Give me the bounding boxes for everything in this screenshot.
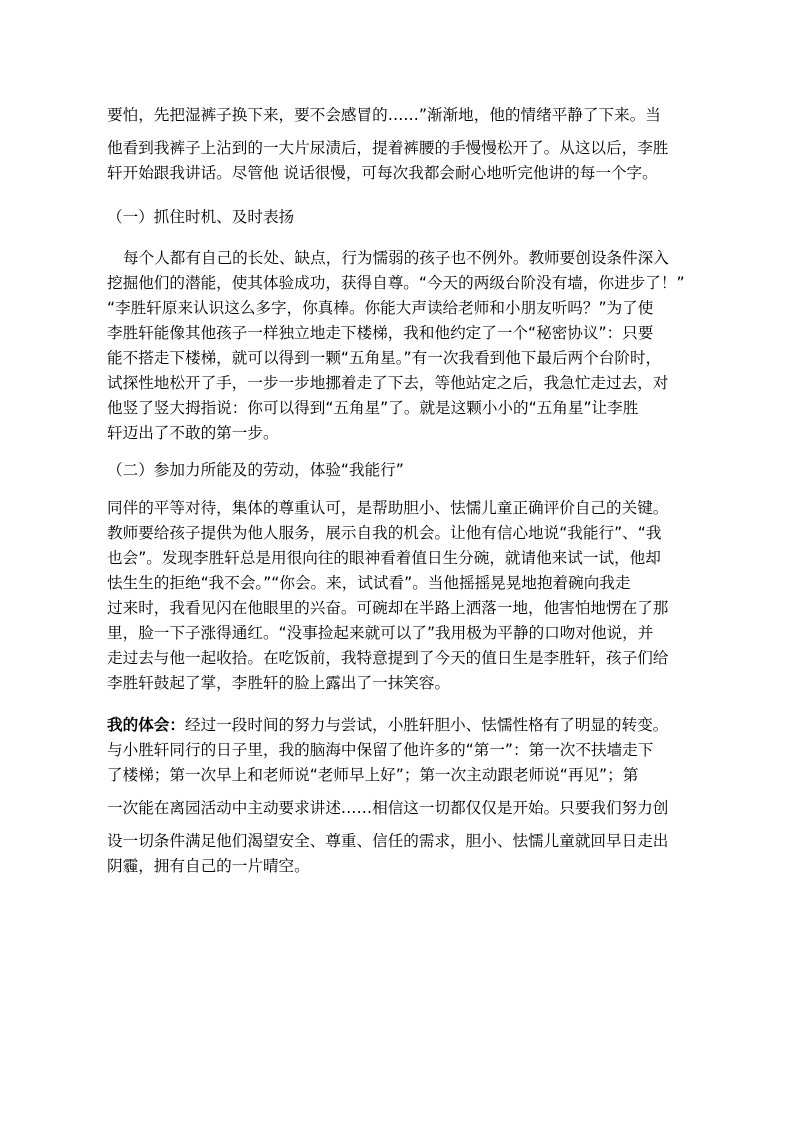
- summary-label: 我的体会：: [107, 716, 185, 734]
- text-line: 过来时，我看见闪在他眼里的兴奋。可碗却在半路上洒落一地，他害怕地愣在了那: [107, 599, 669, 617]
- text-line: 与小胜轩同行的日子里，我的脑海中保留了他许多的“第一”：第一次不扶墙走下: [107, 741, 654, 759]
- text-line: 设一切条件满足他们渴望安全、尊重、信任的需求，胆小、怯懦儿童就回早日走出: [107, 832, 669, 850]
- summary-line: [107, 716, 668, 734]
- text-line: 他看到我裤子上沾到的一大片尿渍后，提着裤腰的手慢慢松开了。从这以后，李胜: [107, 139, 669, 157]
- text-line: 里，脸一下子涨得通红。“没事捡起来就可以了”我用极为平静的口吻对他说，并: [107, 624, 654, 642]
- text-line: 挖掘他们的潜能，使其体验成功，获得自尊。“今天的两级台阶没有墙，你进步了！”: [107, 274, 685, 292]
- text-line: 轩开始跟我讲话。尽管他 说话很慢，可每次我都会耐心地听完他讲的每一个字。: [107, 164, 658, 182]
- text-line: 李胜轩鼓起了掌，李胜轩的脸上露出了一抹笑容。: [107, 674, 451, 692]
- text-line: 教师要给孩子提供为他人服务，展示自我的机会。让他有信心地说“我能行”、“我: [107, 524, 662, 542]
- text-line: 能不搭走下楼梯，就可以得到一颗“五角星。”有一次我看到他下最后两个台阶时，: [107, 349, 662, 367]
- text-line: 一次能在离园活动中主动要求讲述……相信这一切都仅仅是开始。只要我们努力创: [107, 799, 669, 817]
- text-line: “李胜轩原来认识这么多字，你真棒。你能大声读给老师和小朋友听吗？”为了使: [107, 299, 654, 317]
- text-line: 阴霾，拥有自己的一片晴空。: [107, 857, 310, 875]
- text-line: 也会”。发现李胜轩总是用很向往的眼神看着值日生分碗，就请他来试一试，他却: [107, 549, 661, 567]
- text-line: 他竖了竖大拇指说：你可以得到“五角星”了。就是这颗小小的“五角星”让李胜: [107, 399, 639, 417]
- summary-text: 经过一段时间的努力与尝试，小胜轩胆小、怯懦性格有了明显的转变。: [184, 716, 669, 734]
- text-line: 同伴的平等对待，集体的尊重认可，是帮助胆小、怯懦儿童正确评价自己的关键。: [107, 499, 669, 517]
- text-line: 走过去与他一起收拾。在吃饭前，我特意提到了今天的值日生是李胜轩，孩子们给: [107, 649, 669, 667]
- text-line: 要怕，先把湿裤子换下来，要不会感冒的……”渐渐地，他的情绪平静了下来。当: [107, 106, 661, 124]
- section-heading: （二）参加力所能及的劳动，体验“我能行”: [107, 461, 404, 479]
- text-line: 试探性地松开了手，一步一步地挪着走了下去，等他站定之后，我急忙走过去，对: [107, 374, 669, 392]
- text-line: 了楼梯；第一次早上和老师说“老师早上好”；第一次主动跟老师说“再见”；第: [107, 766, 639, 784]
- text-line: 每个人都有自己的长处、缺点，行为懦弱的孩子也不例外。教师要创设条件深入: [123, 249, 669, 267]
- text-line: 李胜轩能像其他孩子一样独立地走下楼梯，我和他约定了一个“秘密协议”：只要: [107, 324, 654, 342]
- section-heading: （一）抓住时机、及时表扬: [107, 208, 295, 226]
- text-line: 怯生生的拒绝“我不会。”“你会。来，试试看”。当他摇摇晃晃地抱着碗向我走: [107, 574, 631, 592]
- text-line: 轩迈出了不敢的第一步。: [107, 424, 279, 442]
